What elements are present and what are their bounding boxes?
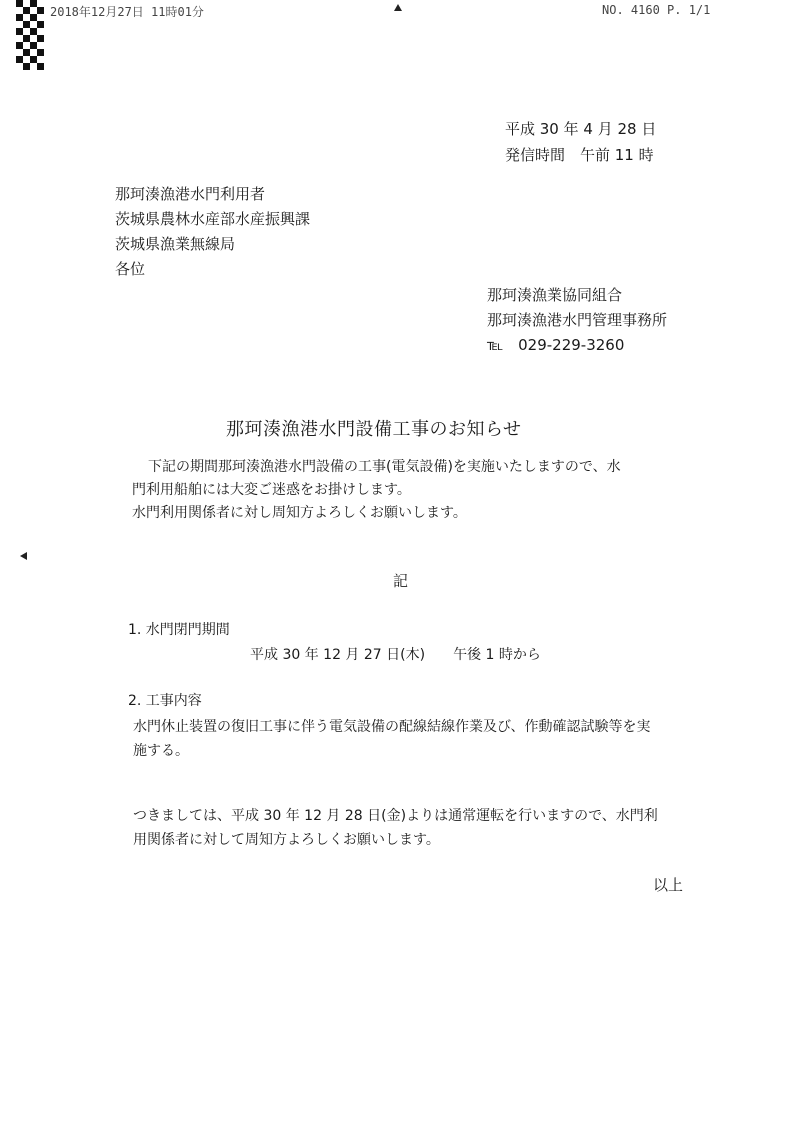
document-title: 那珂湊漁港水門設備工事のお知らせ xyxy=(226,419,522,440)
issue-date: 平成 30 年 4 月 28 日 xyxy=(505,120,657,138)
item-1-body: 平成 30 年 12 月 27 日(木) 午後 1 時から xyxy=(250,647,541,663)
recipient-4: 各位 xyxy=(115,260,146,278)
closing-line-1: つきましては、平成 30 年 12 月 28 日(金)よりは通常運転を行いますので、水門利 xyxy=(133,808,658,824)
sender-org: 那珂湊漁業協同組合 xyxy=(487,286,623,304)
intro-line-3: 水門利用関係者に対し周知方よろしくお願いします。 xyxy=(132,505,467,521)
intro-line-2: 門利用船舶には大変ご迷惑をお掛けします。 xyxy=(132,482,411,498)
fax-checker-mark xyxy=(16,0,44,76)
scan-marker-left-icon xyxy=(20,552,27,560)
closing-line-2: 用関係者に対して周知方よろしくお願いします。 xyxy=(133,832,440,848)
end-mark: 以上 xyxy=(653,876,684,894)
recipient-1: 那珂湊漁港水門利用者 xyxy=(115,185,266,203)
intro-line-1: 下記の期間那珂湊漁港水門設備の工事(電気設備)を実施いたしますので、水 xyxy=(148,459,621,475)
fax-page-number: NO. 4160 P. 1/1 xyxy=(602,3,711,17)
scan-marker-top-icon xyxy=(394,4,402,11)
fax-datetime: 2018年12月27日 11時01分 xyxy=(50,5,204,19)
item-2-body-line-1: 水門休止装置の復旧工事に伴う電気設備の配線結線作業及び、作動確認試験等を実 xyxy=(133,719,651,735)
ki-heading: 記 xyxy=(393,572,409,590)
sender-tel: ℡ 029-229-3260 xyxy=(487,336,625,354)
item-2-body-line-2: 施する。 xyxy=(133,743,189,759)
item-2-heading: 2. 工事内容 xyxy=(128,693,202,709)
sender-office: 那珂湊漁港水門管理事務所 xyxy=(487,311,668,329)
item-1-heading: 1. 水門閉門期間 xyxy=(128,622,230,638)
send-time: 発信時間 午前 11 時 xyxy=(505,146,654,164)
recipient-3: 茨城県漁業無線局 xyxy=(115,235,236,253)
recipient-2: 茨城県農林水産部水産振興課 xyxy=(115,210,311,228)
